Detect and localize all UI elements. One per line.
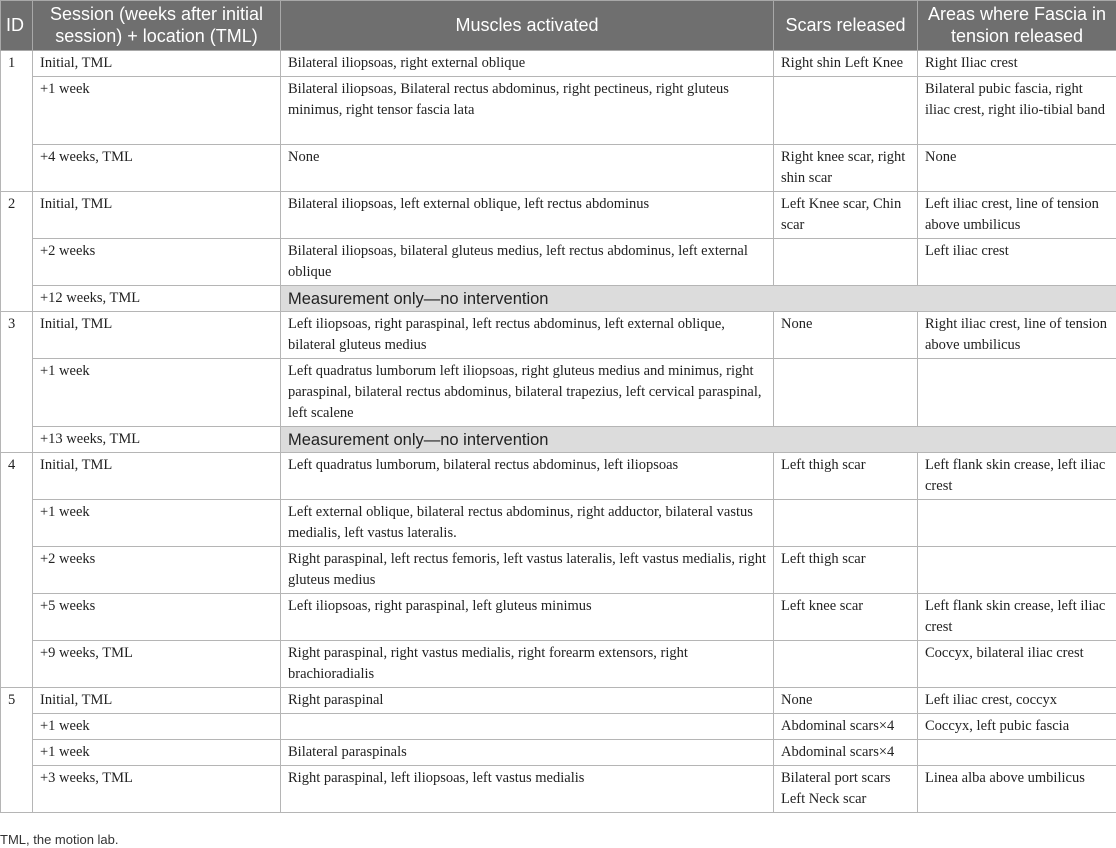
scars-cell: Abdominal scars×4 <box>774 740 918 766</box>
header-muscles: Muscles activated <box>281 1 774 51</box>
fascia-cell: Right iliac crest, line of tension above umbilicus <box>918 312 1116 359</box>
session-cell: +12 weeks, TML <box>33 286 281 312</box>
fascia-cell: Left iliac crest, line of tension above umbilicus <box>918 192 1116 239</box>
muscles-cell: Left quadratus lumborum left iliopsoas, right gluteus medius and minimus, right paraspinal, bilateral rectus abdominus, bilateral trapezius, left cervical paraspinal, left scalene <box>281 359 774 427</box>
fascia-cell <box>918 359 1116 427</box>
muscles-cell: Right paraspinal, left iliopsoas, left vastus medialis <box>281 766 774 813</box>
table-footnote: TML, the motion lab. <box>0 832 119 847</box>
session-cell: +2 weeks <box>33 547 281 594</box>
scars-cell: Left Knee scar, Chin scar <box>774 192 918 239</box>
scars-cell <box>774 500 918 547</box>
muscles-cell: Right paraspinal, left rectus femoris, left vastus lateralis, left vastus medialis, right gluteus medius <box>281 547 774 594</box>
muscles-cell: Left quadratus lumborum, bilateral rectus abdominus, left iliopsoas <box>281 453 774 500</box>
header-row <box>1 1 1116 51</box>
scars-cell: Bilateral port scars Left Neck scar <box>774 766 918 813</box>
fascia-cell: Left iliac crest, coccyx <box>918 688 1116 714</box>
fascia-cell: Bilateral pubic fascia, right iliac crest, right ilio-tibial band <box>918 77 1116 145</box>
muscles-cell: Left iliopsoas, right paraspinal, left rectus abdominus, left external oblique, bilateral gluteus medius <box>281 312 774 359</box>
muscles-cell: Bilateral iliopsoas, bilateral gluteus medius, left rectus abdominus, left external oblique <box>281 239 774 286</box>
session-cell: +3 weeks, TML <box>33 766 281 813</box>
muscles-cell: Left iliopsoas, right paraspinal, left gluteus minimus <box>281 594 774 641</box>
table-row <box>1 427 1116 453</box>
session-cell: +4 weeks, TML <box>33 145 281 192</box>
muscles-cell: None <box>281 145 774 192</box>
session-cell: +1 week <box>33 500 281 547</box>
table-row <box>1 766 1116 813</box>
table-body <box>1 51 1116 813</box>
fascia-cell <box>918 740 1116 766</box>
table-row <box>1 740 1116 766</box>
muscles-cell: Bilateral iliopsoas, right external oblique <box>281 51 774 77</box>
fascia-cell: Coccyx, bilateral iliac crest <box>918 641 1116 688</box>
header-scars: Scars released <box>774 1 918 51</box>
table-header <box>1 1 1116 51</box>
table-row <box>1 688 1116 714</box>
muscles-cell: Right paraspinal <box>281 688 774 714</box>
scars-cell: None <box>774 688 918 714</box>
session-cell: +1 week <box>33 77 281 145</box>
fascia-cell: Linea alba above umbilicus <box>918 766 1116 813</box>
muscles-cell: Right paraspinal, right vastus medialis, right forearm extensors, right brachioradialis <box>281 641 774 688</box>
fascia-cell: Left flank skin crease, left iliac crest <box>918 594 1116 641</box>
table-row <box>1 192 1116 239</box>
fascia-cell: Coccyx, left pubic fascia <box>918 714 1116 740</box>
scars-cell: Left thigh scar <box>774 547 918 594</box>
session-cell: +1 week <box>33 714 281 740</box>
fascia-cell <box>918 500 1116 547</box>
scars-cell <box>774 641 918 688</box>
fascia-cell: None <box>918 145 1116 192</box>
patient-id: 2 <box>1 192 33 312</box>
muscles-cell <box>281 714 774 740</box>
scars-cell <box>774 77 918 145</box>
patient-id: 1 <box>1 51 33 192</box>
scars-cell: Right knee scar, right shin scar <box>774 145 918 192</box>
header-fascia: Areas where Fascia in tension released <box>918 1 1116 51</box>
table-row <box>1 145 1116 192</box>
session-cell: Initial, TML <box>33 51 281 77</box>
session-cell: +13 weeks, TML <box>33 427 281 453</box>
muscles-cell: Bilateral iliopsoas, Bilateral rectus abdominus, right pectineus, right gluteus minimus, right tensor fascia lata <box>281 77 774 145</box>
session-cell: Initial, TML <box>33 192 281 239</box>
session-cell: +1 week <box>33 740 281 766</box>
table-row <box>1 500 1116 547</box>
scars-cell <box>774 359 918 427</box>
table-row <box>1 453 1116 500</box>
muscles-cell: Left external oblique, bilateral rectus abdominus, right adductor, bilateral vastus medialis, left vastus lateralis. <box>281 500 774 547</box>
table-row <box>1 312 1116 359</box>
session-cell: +5 weeks <box>33 594 281 641</box>
table-row <box>1 714 1116 740</box>
table-row <box>1 286 1116 312</box>
patient-id: 5 <box>1 688 33 813</box>
scars-cell: Right shin Left Knee <box>774 51 918 77</box>
table-row <box>1 641 1116 688</box>
fascia-cell <box>918 547 1116 594</box>
fascia-cell: Right Iliac crest <box>918 51 1116 77</box>
scars-cell: None <box>774 312 918 359</box>
header-id: ID <box>1 1 33 51</box>
scars-cell: Left thigh scar <box>774 453 918 500</box>
fascia-cell: Left iliac crest <box>918 239 1116 286</box>
session-cell: +9 weeks, TML <box>33 641 281 688</box>
table-row <box>1 51 1116 77</box>
table-row <box>1 77 1116 145</box>
muscles-cell: Bilateral paraspinals <box>281 740 774 766</box>
fascia-cell: Left flank skin crease, left iliac crest <box>918 453 1116 500</box>
table-row <box>1 359 1116 427</box>
patient-id: 4 <box>1 453 33 688</box>
table-row <box>1 547 1116 594</box>
measurement-only-note: Measurement only—no intervention <box>281 427 1116 453</box>
table-row <box>1 594 1116 641</box>
header-session: Session (weeks after initial session) + location (TML) <box>33 1 281 51</box>
measurement-only-note: Measurement only—no intervention <box>281 286 1116 312</box>
scars-cell: Abdominal scars×4 <box>774 714 918 740</box>
scars-cell: Left knee scar <box>774 594 918 641</box>
session-cell: Initial, TML <box>33 453 281 500</box>
session-cell: Initial, TML <box>33 688 281 714</box>
session-cell: +2 weeks <box>33 239 281 286</box>
session-cell: Initial, TML <box>33 312 281 359</box>
scars-cell <box>774 239 918 286</box>
table-row <box>1 239 1116 286</box>
patient-id: 3 <box>1 312 33 453</box>
muscles-cell: Bilateral iliopsoas, left external oblique, left rectus abdominus <box>281 192 774 239</box>
session-cell: +1 week <box>33 359 281 427</box>
